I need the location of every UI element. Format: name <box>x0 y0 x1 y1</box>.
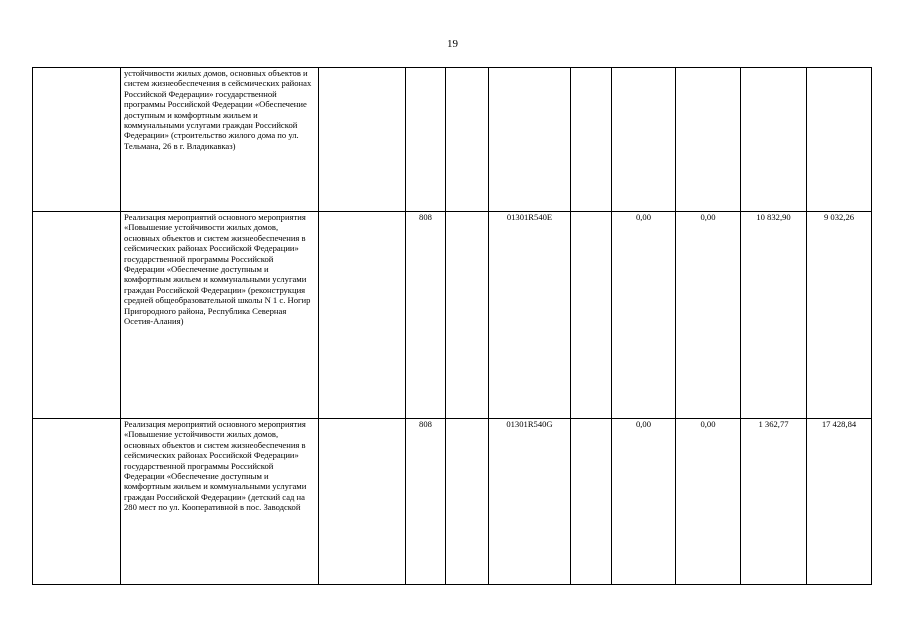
empty-cell <box>319 212 406 419</box>
budget-table <box>32 67 872 585</box>
ministry-code <box>406 68 446 212</box>
empty-cell <box>33 212 121 419</box>
amount-2: 0,00 <box>676 212 741 419</box>
expense-type-code <box>571 419 612 585</box>
target-article-code <box>489 68 571 212</box>
expense-type-code <box>571 68 612 212</box>
section-code <box>446 419 489 585</box>
section-code <box>446 68 489 212</box>
row-name: Реализация мероприятий основного мероприятия «Повышение устойчивости жилых домов, основных объектов и систем жизнеобеспечения в сейсмических районах Российской Федерации» государственной программы Российской Федерации «Обеспечение доступным и комфортным жильем и коммунальными услугами граждан Российской Федерации» (детский сад на 280 мест по ул. Кооперативной в пос. Заводской <box>121 419 319 585</box>
ministry-code: 808 <box>406 212 446 419</box>
amount-4: 9 032,26 <box>807 212 872 419</box>
target-article-code: 01301R540E <box>489 212 571 419</box>
amount-3: 10 832,90 <box>741 212 807 419</box>
amount-3: 1 362,77 <box>741 419 807 585</box>
section-code <box>446 212 489 419</box>
empty-cell <box>319 419 406 585</box>
expense-type-code <box>571 212 612 419</box>
amount-1 <box>612 68 676 212</box>
table-row <box>33 68 872 212</box>
row-name: устойчивости жилых домов, основных объектов и систем жизнеобеспечения в сейсмических районах Российской Федерации» государственной программы Российской Федерации «Обеспечение доступным и комфортным жильем и коммунальными услугами граждан Российской Федерации» (строительство жилого дома по ул. Тельмана, 26 в г. Владикавказ) <box>121 68 319 212</box>
empty-cell <box>33 68 121 212</box>
amount-1: 0,00 <box>612 419 676 585</box>
empty-cell <box>33 419 121 585</box>
row-name: Реализация мероприятий основного мероприятия «Повышение устойчивости жилых домов, основных объектов и систем жизнеобеспечения в сейсмических районах Российской Федерации» государственной программы Российской Федерации «Обеспечение доступным и комфортным жильем и коммунальными услугами граждан Российской Федерации» (реконструкция средней общеобразовательной школы N 1 с. Ногир Пригородного района, Республика Северная Осетия-Алания) <box>121 212 319 419</box>
page-number: 19 <box>447 38 458 50</box>
amount-1: 0,00 <box>612 212 676 419</box>
table-row <box>33 212 872 419</box>
ministry-code: 808 <box>406 419 446 585</box>
amount-2: 0,00 <box>676 419 741 585</box>
target-article-code: 01301R540G <box>489 419 571 585</box>
amount-3 <box>741 68 807 212</box>
amount-2 <box>676 68 741 212</box>
empty-cell <box>319 68 406 212</box>
amount-4: 17 428,84 <box>807 419 872 585</box>
table-row <box>33 419 872 585</box>
amount-4 <box>807 68 872 212</box>
